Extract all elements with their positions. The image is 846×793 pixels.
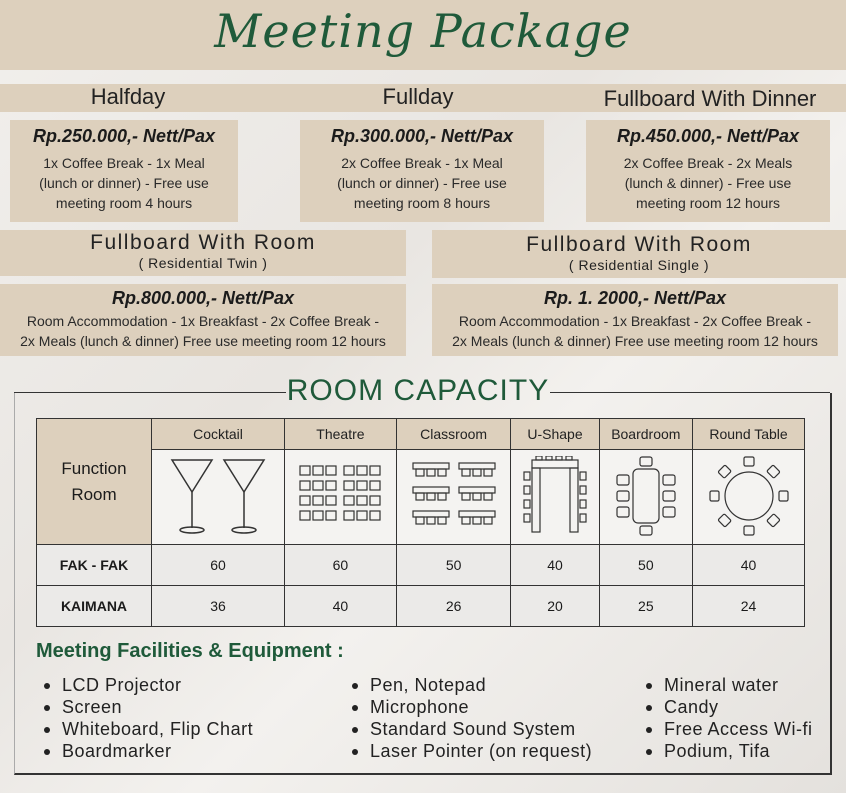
facilities-list — [38, 674, 253, 762]
room-package-name-single — [432, 234, 846, 274]
cocktail-cell — [152, 450, 285, 545]
layout-header-classroom: Classroom — [396, 419, 511, 450]
package-box-fullboard-dinner — [586, 120, 830, 222]
room-package-box-single — [432, 284, 838, 356]
desc-line: meeting room 8 hours — [353, 195, 491, 211]
capacity-cell: 50 — [599, 545, 692, 586]
layout-header-theatre: Theatre — [284, 419, 396, 450]
capacity-cell: 40 — [284, 586, 396, 627]
package-description — [10, 153, 238, 213]
facilities-list — [346, 674, 592, 762]
round-table-cell — [693, 450, 805, 545]
layout-header-boardroom: Boardroom — [599, 419, 692, 450]
table-row — [37, 586, 805, 627]
facilities-list — [640, 674, 813, 762]
classroom-cell — [396, 450, 511, 545]
list-item: Free Access Wi-fi — [640, 718, 813, 740]
room-package-title: Fullboard With Room — [526, 233, 752, 256]
theatre-cell — [284, 450, 396, 545]
package-description — [0, 311, 406, 351]
list-item: Whiteboard, Flip Chart — [38, 718, 253, 740]
list-item: Standard Sound System — [346, 718, 592, 740]
list-item: Candy — [640, 696, 813, 718]
desc-line: 2x Meals (lunch & dinner) Free use meeting room 12 hours — [20, 333, 386, 349]
capacity-cell: 60 — [152, 545, 285, 586]
cocktail-glasses-icon — [168, 456, 268, 536]
boardroom-cell — [599, 450, 692, 545]
package-name-fullboard-dinner: Fullboard With Dinner — [603, 86, 817, 111]
capacity-cell: 24 — [693, 586, 805, 627]
capacity-cell: 60 — [284, 545, 396, 586]
capacity-cell: 40 — [693, 545, 805, 586]
u-shape-cell — [511, 450, 599, 545]
desc-line: 2x Meals (lunch & dinner) Free use meeting room 12 hours — [452, 333, 818, 349]
package-name-fullday: Fullday — [382, 84, 454, 109]
u-shape-seating-icon — [522, 456, 588, 536]
desc-line: Room Accommodation - 1x Breakfast - 2x Coffee Break - — [26, 313, 380, 329]
package-description — [586, 153, 830, 213]
list-item: Screen — [38, 696, 253, 718]
room-package-title: Fullboard With Room — [90, 231, 316, 254]
package-description — [300, 153, 544, 213]
table-row — [37, 545, 805, 586]
desc-line: 2x Coffee Break - 1x Meal — [341, 155, 503, 171]
package-description — [432, 311, 838, 351]
package-price: Rp. 1. 2000,- Nett/Pax — [543, 288, 727, 308]
desc-line: 2x Coffee Break - 2x Meals — [623, 155, 793, 171]
facilities-title: Meeting Facilities & Equipment : — [36, 640, 344, 662]
room-name-cell: FAK - FAK — [37, 545, 152, 586]
desc-line: (lunch or dinner) - Free use — [337, 175, 507, 191]
list-item: Pen, Notepad — [346, 674, 592, 696]
capacity-cell: 50 — [396, 545, 511, 586]
package-price: Rp.800.000,- Nett/Pax — [111, 288, 295, 308]
room-package-name-twin — [0, 232, 406, 272]
list-item: Podium, Tifa — [640, 740, 813, 762]
boardroom-seating-icon — [611, 455, 681, 537]
desc-line: 1x Coffee Break - 1x Meal — [43, 155, 205, 171]
package-box-fullday — [300, 120, 544, 222]
room-package-box-twin — [0, 284, 406, 356]
room-capacity-title: ROOM CAPACITY — [286, 374, 550, 407]
layout-header-cocktail: Cocktail — [152, 419, 285, 450]
package-price: Rp.450.000,- Nett/Pax — [616, 126, 800, 146]
desc-line: meeting room 4 hours — [55, 195, 193, 211]
list-item: Mineral water — [640, 674, 813, 696]
list-item: Boardmarker — [38, 740, 253, 762]
capacity-cell: 40 — [511, 545, 599, 586]
package-price: Rp.250.000,- Nett/Pax — [32, 126, 216, 146]
page-title: Meeting Package — [214, 4, 632, 58]
round-table-icon — [707, 454, 791, 538]
function-room-header — [37, 419, 152, 545]
function-label-line: Room — [71, 484, 117, 504]
list-item: Laser Pointer (on request) — [346, 740, 592, 762]
function-label-line: Function — [61, 458, 127, 478]
package-price: Rp.300.000,- Nett/Pax — [330, 126, 514, 146]
theatre-seating-icon — [298, 464, 382, 528]
layout-header-u-shape: U-Shape — [511, 419, 599, 450]
desc-line: Room Accommodation - 1x Breakfast - 2x Coffee Break - — [458, 313, 812, 329]
layout-header-round-table: Round Table — [693, 419, 805, 450]
capacity-cell: 20 — [511, 586, 599, 627]
capacity-table — [36, 418, 805, 627]
desc-line: (lunch & dinner) - Free use — [624, 175, 792, 191]
package-box-halfday — [10, 120, 238, 222]
classroom-seating-icon — [411, 461, 497, 531]
list-item: Microphone — [346, 696, 592, 718]
room-package-subtitle: ( Residential Twin ) — [138, 255, 268, 271]
capacity-cell: 26 — [396, 586, 511, 627]
room-name-cell: KAIMANA — [37, 586, 152, 627]
capacity-cell: 25 — [599, 586, 692, 627]
package-name-halfday: Halfday — [90, 84, 166, 109]
room-package-subtitle: ( Residential Single ) — [568, 257, 710, 273]
desc-line: meeting room 12 hours — [636, 195, 780, 211]
desc-line: (lunch or dinner) - Free use — [39, 175, 209, 191]
capacity-cell: 36 — [152, 586, 285, 627]
list-item: LCD Projector — [38, 674, 253, 696]
